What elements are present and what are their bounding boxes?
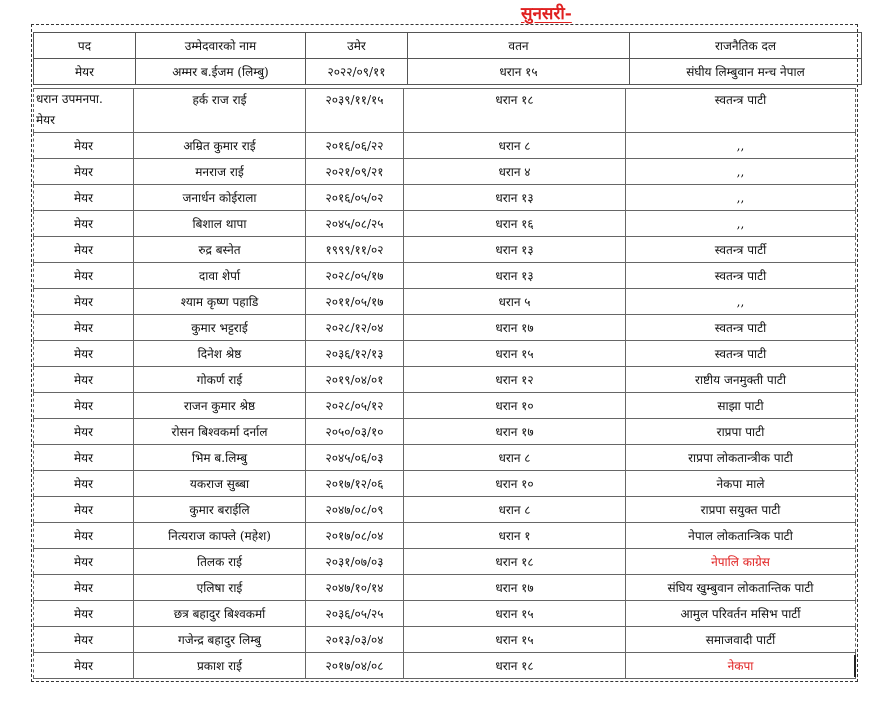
cell-post: मेयर (34, 497, 134, 523)
table-row (34, 59, 862, 85)
cell-dob: २०१९/०४/०१ (306, 367, 404, 393)
cell-party: ,, (626, 289, 856, 315)
table-row (34, 575, 856, 601)
cell-address: धरान १२ (404, 367, 626, 393)
cell-address: धरान १५ (404, 627, 626, 653)
cell-post: मेयर (34, 653, 134, 679)
cell-name: यकराज सुब्बा (134, 471, 306, 497)
cell-dob: २०३६/१२/१३ (306, 341, 404, 367)
cell-dob: २०२८/०५/१२ (306, 393, 404, 419)
cell-name: कुमार बराईलि (134, 497, 306, 523)
cell-name: भिम ब.लिम्बु (134, 445, 306, 471)
cell-dob: २०१३/०३/०४ (306, 627, 404, 653)
cell-address: धरान १७ (404, 419, 626, 445)
cell-party: राष्टीय जनमुक्ती पाटी (626, 367, 856, 393)
cell-name: गजेन्द्र बहादुर लिम्बु (134, 627, 306, 653)
table-row (34, 601, 856, 627)
table-row (34, 653, 856, 679)
cell-post: मेयर (34, 263, 134, 289)
cell-party: साझा पाटी (626, 393, 856, 419)
cell-address: धरान ८ (404, 133, 626, 159)
cell-address: धरान १५ (404, 341, 626, 367)
cell-address: धरान ४ (404, 159, 626, 185)
cell-address: धरान १ (404, 523, 626, 549)
table-row (34, 237, 856, 263)
table-row (34, 367, 856, 393)
cell-post: मेयर (34, 211, 134, 237)
cell-party: राप्रपा लोकतान्त्रीक पाटी (626, 445, 856, 471)
cell-party: स्वतन्त्र पाटी (626, 315, 856, 341)
cell-post-line: मेयर (36, 113, 56, 127)
cell-dob: २०११/०५/१७ (306, 289, 404, 315)
cell-post: मेयर (34, 523, 134, 549)
cell-name: अम्मर ब.ईजम (लिम्बु) (136, 59, 306, 85)
cell-party: ,, (626, 211, 856, 237)
cell-name: अम्रित कुमार राई (134, 133, 306, 159)
header-table (33, 32, 862, 85)
cell-post: मेयर (34, 289, 134, 315)
cell-address: धरान १० (404, 471, 626, 497)
table-row (34, 471, 856, 497)
cell-name: दावा शेर्पा (134, 263, 306, 289)
cell-name: गोकर्ण राई (134, 367, 306, 393)
table-row (34, 523, 856, 549)
cell-party: राप्रपा पाटी (626, 419, 856, 445)
cell-address: धरान ८ (404, 497, 626, 523)
column-header-name: उम्मेदवारको नाम (136, 33, 306, 59)
cell-post: मेयर (34, 59, 136, 85)
table-row (34, 627, 856, 653)
cell-post: मेयर (34, 601, 134, 627)
cell-post (34, 89, 134, 133)
table-row (34, 159, 856, 185)
cell-address: धरान १८ (404, 89, 626, 133)
cell-name: नित्यराज काफ्ले (महेश) (134, 523, 306, 549)
cell-dob: २०२२/०९/११ (306, 59, 408, 85)
cell-dob: २०३१/०७/०३ (306, 549, 404, 575)
cell-address: धरान १८ (404, 549, 626, 575)
cell-dob: २०४७/१०/१४ (306, 575, 404, 601)
cell-dob: २०३६/०५/२५ (306, 601, 404, 627)
cell-post: मेयर (34, 133, 134, 159)
table-row (34, 315, 856, 341)
cell-dob: २०२१/०९/२१ (306, 159, 404, 185)
cell-dob: २०२८/१२/०४ (306, 315, 404, 341)
cell-dob: २०१७/१२/०६ (306, 471, 404, 497)
cell-post-line: धरान उपमनपा. (36, 92, 103, 106)
cell-name: राजन कुमार श्रेष्ठ (134, 393, 306, 419)
table-row (34, 133, 856, 159)
cell-party: नेपाल लोकतान्त्रिक पाटी (626, 523, 856, 549)
cell-address: धरान १३ (404, 237, 626, 263)
cell-name: मनराज राई (134, 159, 306, 185)
cell-party: राप्रपा सयुक्त पाटी (626, 497, 856, 523)
cell-address: धरान १० (404, 393, 626, 419)
cell-dob: २०१६/०५/०२ (306, 185, 404, 211)
table-row (34, 341, 856, 367)
cell-name: हर्क राज राई (134, 89, 306, 133)
cell-post: मेयर (34, 445, 134, 471)
cell-name: बिशाल थापा (134, 211, 306, 237)
cell-post: मेयर (34, 575, 134, 601)
page-title: सुनसरी- (521, 4, 572, 24)
table-row (34, 445, 856, 471)
cell-post: मेयर (34, 393, 134, 419)
cell-party: संघीय लिम्बुवान मन्च नेपाल (630, 59, 862, 85)
table-row (34, 497, 856, 523)
column-header-post: पद (34, 33, 136, 59)
cell-address: धरान १३ (404, 185, 626, 211)
cell-party: नेपालि काग्रेस (626, 549, 856, 575)
cell-party: स्वतन्त्र पाटी (626, 341, 856, 367)
column-header-party: राजनैतिक दल (630, 33, 862, 59)
cell-post: मेयर (34, 471, 134, 497)
cell-name: छत्र बहादुर बिश्वकर्मा (134, 601, 306, 627)
candidate-table (33, 88, 856, 679)
cell-party: आमुल परिवर्तन मसिभ पार्टी (626, 601, 856, 627)
cell-address: धरान १५ (408, 59, 630, 85)
table-row (34, 211, 856, 237)
table-row (34, 419, 856, 445)
cell-party: संघिय खुम्बुवान लोकतान्तिक पाटी (626, 575, 856, 601)
cell-post: मेयर (34, 549, 134, 575)
cell-dob: २०५०/०३/१० (306, 419, 404, 445)
column-header-age: उमेर (306, 33, 408, 59)
cell-dob: २०४५/०६/०३ (306, 445, 404, 471)
cell-party: समाजवादी पार्टी (626, 627, 856, 653)
cell-post: मेयर (34, 627, 134, 653)
cell-dob: १९९९/११/०२ (306, 237, 404, 263)
cell-party: नेकपा माले (626, 471, 856, 497)
column-header-row (34, 33, 862, 59)
cell-address: धरान १३ (404, 263, 626, 289)
cell-dob: २०४५/०८/२५ (306, 211, 404, 237)
cell-address: धरान १८ (404, 653, 626, 679)
table-row (34, 185, 856, 211)
cell-name: प्रकाश राई (134, 653, 306, 679)
cell-party: स्वतन्त्र पार्टी (626, 237, 856, 263)
cell-post: मेयर (34, 185, 134, 211)
table-row (34, 549, 856, 575)
cell-party: ,, (626, 159, 856, 185)
cell-party: ,, (626, 133, 856, 159)
cell-address: धरान ८ (404, 445, 626, 471)
cell-party: स्वतन्त्र पाटी (626, 263, 856, 289)
cell-name: रुद्र बस्नेत (134, 237, 306, 263)
cell-dob: २०४७/०८/०९ (306, 497, 404, 523)
cell-dob: २०१७/०४/०८ (306, 653, 404, 679)
cell-address: धरान ५ (404, 289, 626, 315)
cell-party: नेकपा (626, 653, 856, 679)
cell-address: धरान १५ (404, 601, 626, 627)
cell-name: रोसन बिश्वकर्मा दर्नाल (134, 419, 306, 445)
cell-dob: २०१६/०६/२२ (306, 133, 404, 159)
table-row (34, 263, 856, 289)
cell-post: मेयर (34, 315, 134, 341)
cell-dob: २०३९/११/१५ (306, 89, 404, 133)
cell-name: श्याम कृष्ण पहाडि (134, 289, 306, 315)
cell-name: एलिषा राई (134, 575, 306, 601)
cell-name: कुमार भट्टराई (134, 315, 306, 341)
cell-post: मेयर (34, 367, 134, 393)
cell-post: मेयर (34, 341, 134, 367)
cell-address: धरान १७ (404, 575, 626, 601)
cell-dob: २०१७/०८/०४ (306, 523, 404, 549)
table-row (34, 89, 856, 133)
column-header-address: वतन (408, 33, 630, 59)
cell-party: ,, (626, 185, 856, 211)
cell-name: दिनेश श्रेष्ठ (134, 341, 306, 367)
table-row (34, 393, 856, 419)
cell-dob: २०२८/०५/१७ (306, 263, 404, 289)
table-row (34, 289, 856, 315)
cell-post: मेयर (34, 159, 134, 185)
cell-address: धरान १७ (404, 315, 626, 341)
cell-post: मेयर (34, 237, 134, 263)
cell-address: धरान १६ (404, 211, 626, 237)
cell-name: तिलक राई (134, 549, 306, 575)
cell-party: स्वतन्त्र पाटी (626, 89, 856, 133)
text-cursor (854, 655, 856, 677)
cell-name: जनार्धन कोईराला (134, 185, 306, 211)
cell-post: मेयर (34, 419, 134, 445)
